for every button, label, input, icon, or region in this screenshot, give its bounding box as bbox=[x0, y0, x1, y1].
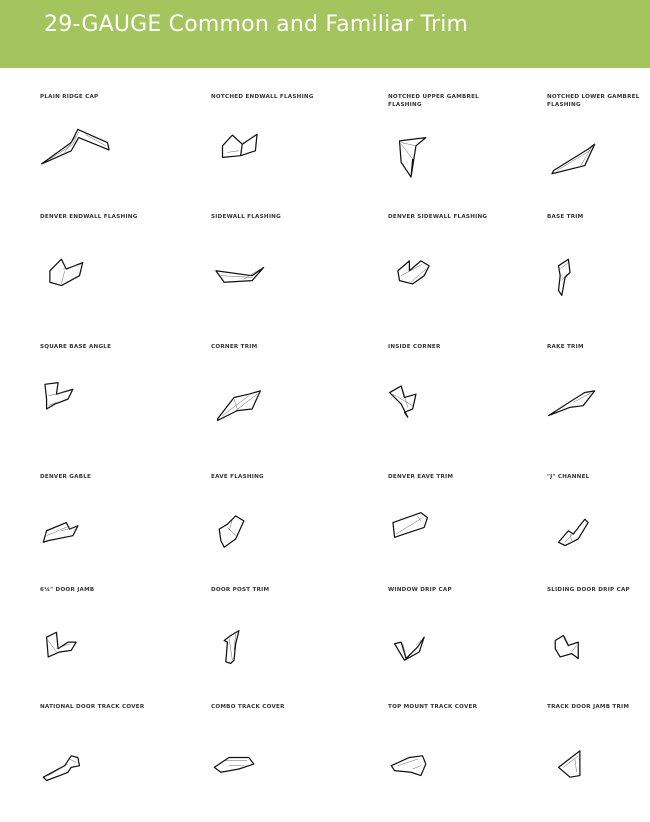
trim-item bbox=[388, 704, 528, 822]
inside-corner-icon bbox=[380, 358, 470, 432]
trim-item bbox=[547, 587, 650, 705]
top-mount-track-cover-icon bbox=[380, 718, 470, 792]
square-base-angle-icon bbox=[32, 358, 122, 432]
trim-label: TOP MOUNT TRACK COVER bbox=[388, 704, 478, 710]
trim-label: NOTCHED LOWER GAMBREL FLASHING bbox=[547, 94, 640, 108]
trim-item bbox=[211, 344, 351, 462]
trim-item bbox=[547, 214, 650, 332]
eave-flashing-icon bbox=[203, 488, 293, 562]
trim-label: TRACK DOOR JAMB TRIM bbox=[547, 704, 630, 710]
trim-label: DENVER GABLE bbox=[40, 474, 92, 480]
trim-item bbox=[211, 214, 351, 332]
trim-item bbox=[40, 704, 180, 822]
trim-label: WINDOW DRIP CAP bbox=[388, 587, 452, 593]
trim-label: DENVER EAVE TRIM bbox=[388, 474, 454, 480]
trim-label: PLAIN RIDGE CAP bbox=[40, 94, 99, 100]
sliding-door-drip-cap-icon bbox=[539, 601, 629, 675]
corner-trim-icon bbox=[203, 358, 293, 432]
trim-label: INSIDE CORNER bbox=[388, 344, 441, 350]
trim-catalog-grid bbox=[0, 68, 650, 793]
plain-ridge-cap-icon bbox=[32, 108, 122, 182]
trim-label: SLIDING DOOR DRIP CAP bbox=[547, 587, 630, 593]
trim-item bbox=[40, 587, 180, 705]
notched-upper-gambrel-flashing-icon bbox=[380, 108, 470, 182]
j-channel-icon bbox=[539, 488, 629, 562]
denver-eave-trim-icon bbox=[380, 488, 470, 562]
denver-sidewall-flashing-icon bbox=[380, 228, 470, 302]
trim-label: BASE TRIM bbox=[547, 214, 584, 220]
trim-item bbox=[388, 94, 528, 212]
trim-item bbox=[388, 344, 528, 462]
denver-endwall-flashing-icon bbox=[32, 228, 122, 302]
trim-item bbox=[211, 474, 351, 592]
trim-label: EAVE FLASHING bbox=[211, 474, 264, 480]
window-drip-cap-icon bbox=[380, 601, 470, 675]
rake-trim-icon bbox=[539, 358, 629, 432]
trim-label: RAKE TRIM bbox=[547, 344, 584, 350]
trim-label: SIDEWALL FLASHING bbox=[211, 214, 281, 220]
trim-label: COMBO TRACK COVER bbox=[211, 704, 285, 710]
trim-label: NOTCHED ENDWALL FLASHING bbox=[211, 94, 314, 100]
trim-item bbox=[40, 214, 180, 332]
header-banner bbox=[0, 0, 650, 68]
base-trim-icon bbox=[539, 228, 629, 302]
trim-label: DOOR POST TRIM bbox=[211, 587, 270, 593]
trim-item bbox=[211, 587, 351, 705]
sidewall-flashing-icon bbox=[203, 228, 293, 302]
trim-item bbox=[40, 344, 180, 462]
trim-item bbox=[388, 214, 528, 332]
trim-item bbox=[547, 344, 650, 462]
combo-track-cover-icon bbox=[203, 718, 293, 792]
trim-item bbox=[211, 94, 351, 212]
trim-label: "J" CHANNEL bbox=[547, 474, 590, 480]
denver-gable-icon bbox=[32, 488, 122, 562]
trim-item bbox=[388, 587, 528, 705]
national-door-track-cover-icon bbox=[32, 718, 122, 792]
trim-label: 6¼" DOOR JAMB bbox=[40, 587, 95, 593]
trim-item bbox=[40, 94, 180, 212]
notched-endwall-flashing-icon bbox=[203, 108, 293, 182]
trim-label: NOTCHED UPPER GAMBREL FLASHING bbox=[388, 94, 479, 108]
door-jamb-icon bbox=[32, 601, 122, 675]
trim-item bbox=[547, 94, 650, 212]
trim-item bbox=[388, 474, 528, 592]
trim-item bbox=[211, 704, 351, 822]
notched-lower-gambrel-flashing-icon bbox=[539, 108, 629, 182]
trim-label: SQUARE BASE ANGLE bbox=[40, 344, 112, 350]
trim-label: DENVER ENDWALL FLASHING bbox=[40, 214, 138, 220]
trim-label: CORNER TRIM bbox=[211, 344, 258, 350]
trim-label: NATIONAL DOOR TRACK COVER bbox=[40, 704, 145, 710]
trim-item bbox=[40, 474, 180, 592]
track-door-jamb-trim-icon bbox=[539, 718, 629, 792]
trim-item bbox=[547, 704, 650, 822]
trim-label: DENVER SIDEWALL FLASHING bbox=[388, 214, 488, 220]
page-title: 29-GAUGE Common and Familiar Trim bbox=[44, 12, 469, 37]
door-post-trim-icon bbox=[203, 601, 293, 675]
trim-item bbox=[547, 474, 650, 592]
